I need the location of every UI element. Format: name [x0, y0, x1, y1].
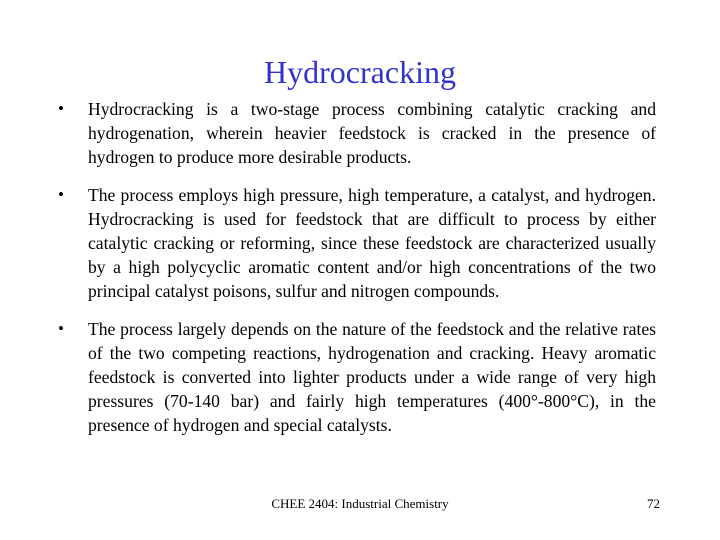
bullet-dot-icon: •	[58, 184, 64, 204]
bullet-item	[58, 317, 656, 438]
bullet-text: Hydrocracking is a two-stage process combining catalytic cracking and hydrogenation, wherein heavier feedstock is cracked in the presence of hydrogen to produce more desirable products.	[88, 99, 656, 168]
bullet-item	[58, 183, 656, 304]
bullet-text: The process largely depends on the nature of the feedstock and the relative rates of the two competing reactions, hydrogenation and cracking. Heavy aromatic feedstock is converted into lighter products under a wide range of very high pressures (70-140 bar) and fairly high temperatures (400°-800°C), in the presence of hydrogen and special catalysts.	[88, 318, 656, 436]
bullet-dot-icon: •	[58, 318, 64, 338]
footer-course-label: CHEE 2404: Industrial Chemistry	[271, 496, 449, 511]
page-number: 72	[647, 496, 660, 511]
slide-title: Hydrocracking	[264, 54, 456, 90]
bullet-list	[58, 97, 656, 451]
bullet-dot-icon: •	[58, 99, 64, 118]
bullet-item	[58, 97, 656, 170]
bullet-text: The process employs high pressure, high temperature, a catalyst, and hydrogen. Hydrocracking is used for feedstock that are difficult to process by either catalytic cracking or reforming, since these feedstock are characterized usually by a high polycyclic aromatic content and/or high concentrations of the two principal catalyst poisons, sulfur and nitrogen compounds.	[88, 184, 656, 302]
